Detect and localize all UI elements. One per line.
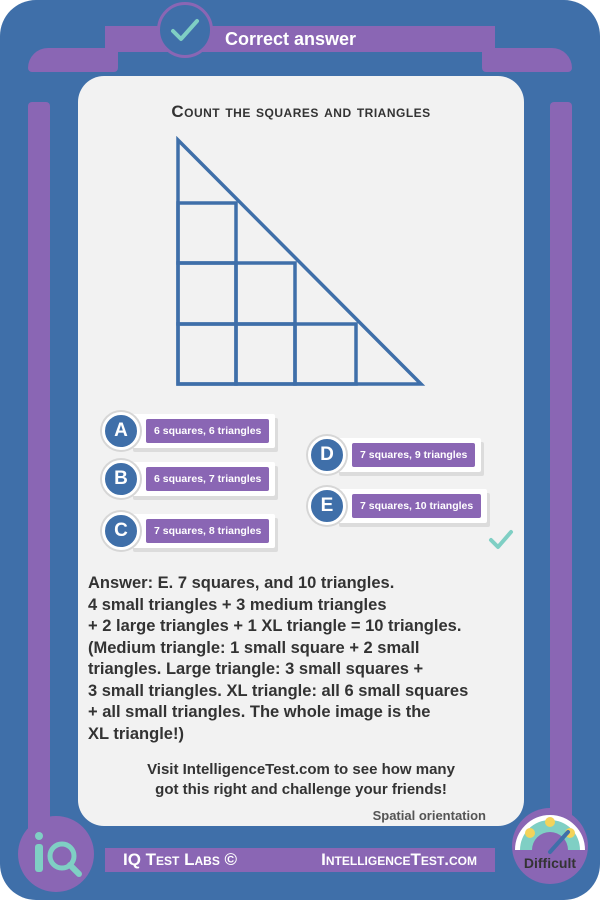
option-b[interactable] (102, 460, 275, 498)
option-a[interactable] (102, 412, 275, 450)
site-link[interactable]: IntelligenceTest.com (321, 850, 477, 869)
right-corner-stripe (482, 48, 572, 72)
question-panel (78, 76, 524, 826)
answer-line: + all small triangles. The whole image is the (88, 703, 431, 721)
option-a-text: 6 squares, 6 triangles (146, 419, 269, 443)
option-b-letter: B (102, 460, 140, 498)
category-label: Spatial orientation (372, 808, 486, 823)
option-e-text: 7 squares, 10 triangles (352, 494, 481, 518)
visit-line-1: Visit IntelligenceTest.com to see how many (147, 761, 455, 778)
answer-line: 3 small triangles. XL triangle: all 6 small squares (88, 681, 469, 700)
answer-line: + 2 large triangles + 1 XL triangle = 10 triangles. (88, 617, 462, 635)
answer-line: XL triangle!) (88, 724, 184, 743)
correct-check-icon (157, 2, 213, 58)
square-3 (236, 263, 295, 324)
option-e[interactable] (308, 487, 487, 525)
option-a-letter: A (102, 412, 140, 450)
option-c-letter: C (102, 512, 140, 550)
visit-message (78, 760, 524, 800)
option-d[interactable] (308, 436, 481, 474)
footer-bar (105, 848, 495, 872)
iq-logo-icon (18, 816, 94, 892)
answer-line: Answer: E. 7 squares, and 10 triangles. (88, 574, 395, 592)
option-d-letter: D (308, 436, 346, 474)
option-d-text: 7 squares, 9 triangles (352, 443, 475, 467)
square-4 (178, 324, 236, 384)
header-label: Correct answer (225, 28, 357, 49)
puzzle-title: Count the squares and triangles (171, 102, 431, 121)
option-c-text: 7 squares, 8 triangles (146, 519, 269, 543)
option-b-text: 6 squares, 7 triangles (146, 467, 269, 491)
visit-line-2: got this right and challenge your friends! (155, 781, 447, 798)
square-5 (236, 324, 295, 384)
square-2 (178, 263, 236, 324)
answer-line: (Medium triangle: 1 small square + 2 small (88, 638, 420, 657)
difficulty-label: Difficult (523, 855, 576, 871)
square-1 (178, 203, 236, 263)
left-frame-stripe (28, 102, 50, 832)
answer-line: 4 small triangles + 3 medium triangles (88, 595, 387, 614)
option-c[interactable] (102, 512, 275, 550)
answer-line: triangles. Large triangle: 3 small squares + (88, 660, 424, 678)
correct-option-check-icon (488, 528, 514, 550)
puzzle-figure (173, 136, 433, 388)
option-e-letter: E (308, 487, 346, 525)
right-frame-stripe (550, 102, 572, 832)
square-6 (295, 324, 356, 384)
brand-label: IQ Test Labs © (123, 850, 238, 869)
difficulty-gauge-icon (510, 806, 590, 886)
answer-explanation (88, 573, 520, 745)
